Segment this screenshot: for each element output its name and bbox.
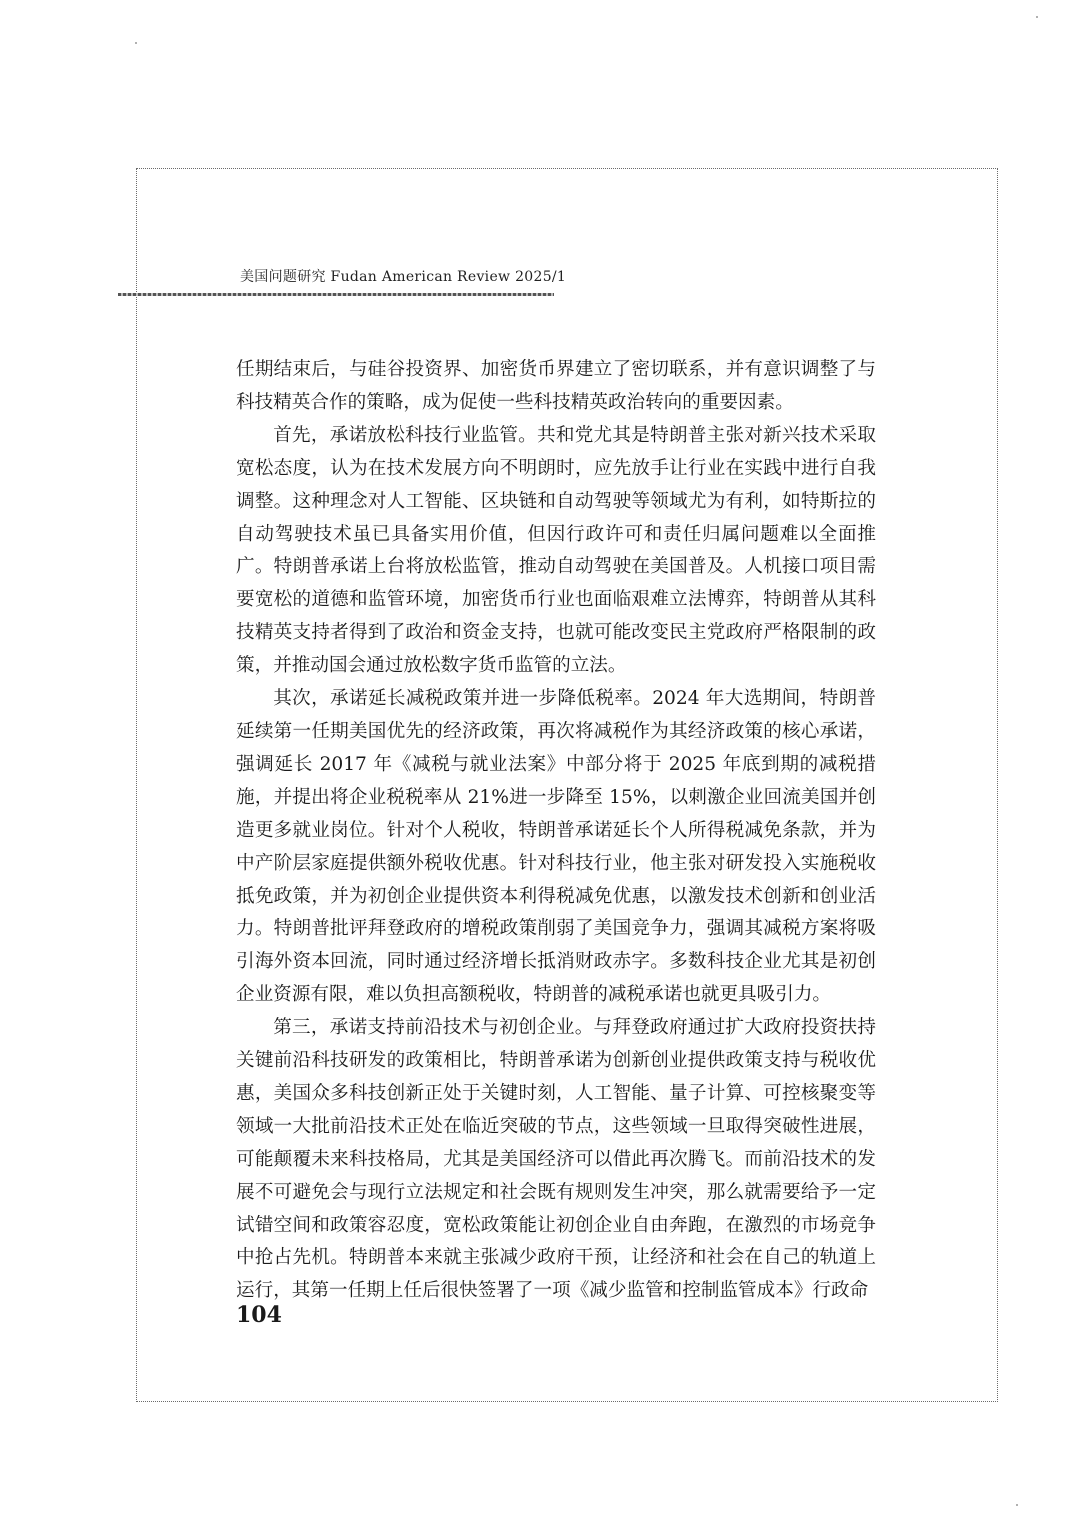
header-rule: [118, 293, 554, 296]
paragraph: 任期结束后，与硅谷投资界、加密货币界建立了密切联系，并有意识调整了与科技精英合作的策略，成为促使一些科技精英政治转向的重要因素。: [236, 359, 876, 413]
article-body: [236, 354, 876, 1308]
scan-speck: [1016, 1504, 1018, 1506]
scan-speck: [1036, 16, 1038, 18]
running-header: 美国问题研究 Fudan American Review 2025/1: [240, 269, 567, 285]
scan-speck: [135, 42, 137, 44]
paragraph: 其次，承诺延长减税政策并进一步降低税率。2024 年大选期间，特朗普延续第一任期美国优先的经济政策，再次将减税作为其经济政策的核心承诺，强调延长 2017 年《减税与就业法案》中部分将于 2025 年底到期的减税措施，并提出将企业税税率从 21%进一步降至 15%，以刺激企业回流美国并创造更多就业岗位。针对个人税收，特朗普承诺延长个人所得税减免条款，并为中产阶层家庭提供额外税收优惠。针对科技行业，他主张对研发投入实施税收抵免政策，并为初创企业提供资本利得税减免优惠，以激发技术创新和创业活力。特朗普批评拜登政府的增税政策削弱了美国竞争力，强调其减税方案将吸引海外资本回流，同时通过经济增长抵消财政赤字。多数科技企业尤其是初创企业资源有限，难以负担高额税收，特朗普的减税承诺也就更具吸引力。: [236, 688, 876, 1006]
paragraph: 首先，承诺放松科技行业监管。共和党尤其是特朗普主张对新兴技术采取宽松态度，认为在技术发展方向不明朗时，应先放手让行业在实践中进行自我调整。这种理念对人工智能、区块链和自动驾驶等领域尤为有利，如特斯拉的自动驾驶技术虽已具备实用价值，但因行政许可和责任归属问题难以全面推广。特朗普承诺上台将放松监管，推动自动驾驶在美国普及。人机接口项目需要宽松的道德和监管环境，加密货币行业也面临艰难立法博弈，特朗普从其科技精英支持者得到了政治和资金支持，也就可能改变民主党政府严格限制的政策，并推动国会通过放松数字货币监管的立法。: [236, 424, 876, 677]
paragraph: 第三，承诺支持前沿技术与初创企业。与拜登政府通过扩大政府投资扶持关键前沿科技研发的政策相比，特朗普承诺为创新创业提供政策支持与税收优惠，美国众多科技创新正处于关键时刻，人工智能、量子计算、可控核聚变等领域一大批前沿技术正处在临近突破的节点，这些领域一旦取得突破性进展，可能颠覆未来科技格局，尤其是美国经济可以借此再次腾飞。而前沿技术的发展不可避免会与现行立法规定和社会既有规则发生冲突，那么就需要给予一定试错空间和政策容忍度，宽松政策能让初创企业自由奔跑，在激烈的市场竞争中抢占先机。特朗普本来就主张减少政府干预，让经济和社会在自己的轨道上运行，其第一任期上任后很快签署了一项《减少监管和控制监管成本》行政命: [236, 1017, 876, 1302]
page-number: 104: [236, 1302, 282, 1328]
